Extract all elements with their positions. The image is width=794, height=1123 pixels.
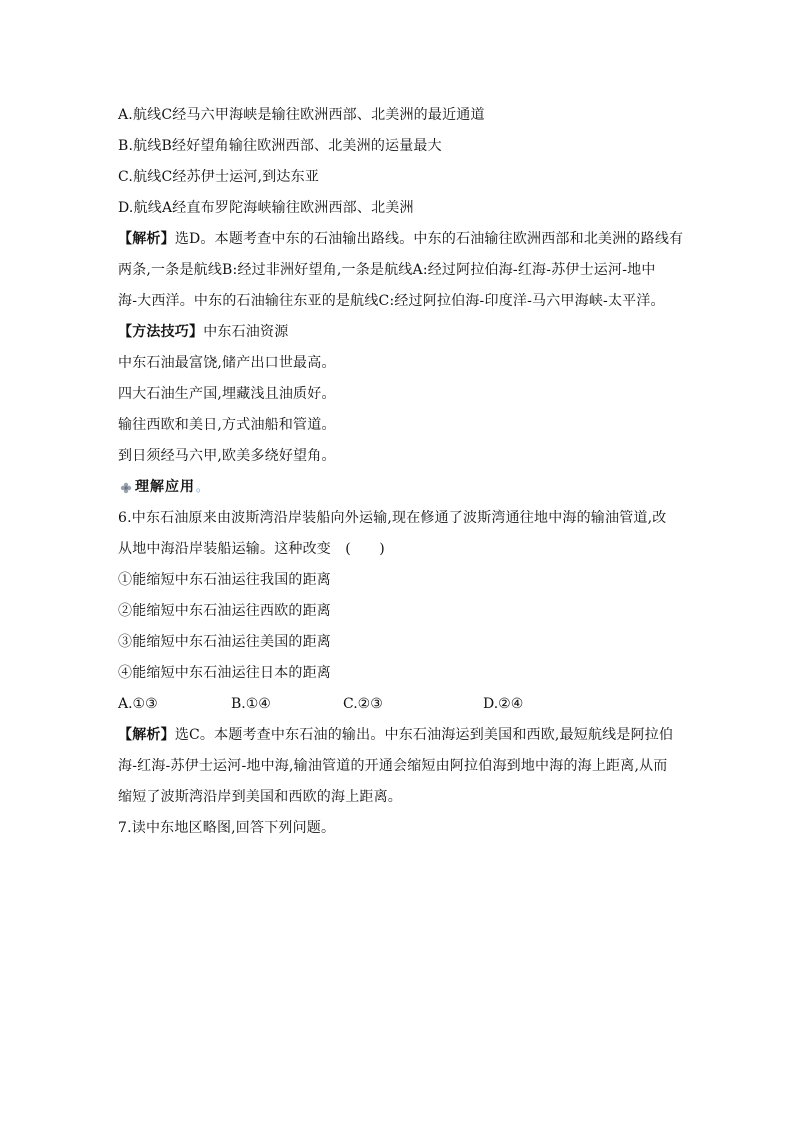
question6-statement-1: ①能缩短中东石油运往我国的距离 [118,572,331,588]
analysis1-line-2: 两条,一条是航线B:经过非洲好望角,一条是航线A:经过阿拉伯海-红海-苏伊士运河-地中 [118,262,656,278]
question6-options [118,689,678,720]
method-title: 中东石油资源 [203,324,289,340]
option-b: B.①④ [231,696,271,712]
method-verse-4: 到日须经马六甲,欧美多绕好望角。 [118,448,336,464]
method-label: 【方法技巧】 [118,324,204,340]
section-heading-suffix: 。 [196,480,209,494]
option-c: C.②③ [343,696,383,712]
question6-statement-4: ④能缩短中东石油运往日本的距离 [118,665,331,681]
analysis2-text-1: 选C。本题考查中东石油的输出。中东石油海运到美国和西欧,最短航线是阿拉伯 [174,727,674,743]
analysis1-line-3: 海-大西洋。中东的石油输往东亚的是航线C:经过阿拉伯海-印度洋-马六甲海峡-太平洋。 [118,293,665,309]
method-line [118,317,678,348]
question6-statement-2: ②能缩短中东石油运往西欧的距离 [118,603,331,619]
document-page [118,100,684,844]
option-c-line: C.航线C经苏伊士运河,到达东亚 [118,169,320,185]
question6-line-2: 从地中海沿岸装船运输。这种改变 ( ) [118,541,385,557]
method-verse-1: 中东石油最富饶,储产出口世最高。 [118,355,336,371]
option-a: A.①③ [118,696,158,712]
method-verse-3: 输往西欧和美日,方式油船和管道。 [118,417,336,433]
analysis1-line-1 [118,224,684,255]
analysis2-line-3: 缩短了波斯湾沿岸到美国和西欧的海上距离。 [118,789,402,805]
question6-line-1: 6.中东石油原来由波斯湾沿岸装船向外运输,现在修通了波斯湾通往地中海的输油管道,改 [118,510,667,526]
analysis2-line-2: 海-红海-苏伊士运河-地中海,输油管道的开通会缩短由阿拉伯海到地中海的海上距离,从而 [118,758,668,774]
analysis2-line-1 [118,720,678,751]
option-d: D.②④ [483,696,524,712]
analysis1-label: 【解析】 [118,231,175,247]
question6-statement-3: ③能缩短中东石油运往美国的距离 [118,634,331,650]
analysis1-text-1: 选D。本题考查中东的石油输出路线。中东的石油输往欧洲西部和北美洲的路线有 [174,231,684,247]
option-a-line: A.航线C经马六甲海峡是输往欧洲西部、北美洲的最近通道 [118,107,485,123]
section-heading-text: 理解应用 [135,479,195,495]
section-heading [118,472,678,503]
option-d-line: D.航线A经直布罗陀海峡输往欧洲西部、北美洲 [118,200,414,216]
option-b-line: B.航线B经好望角输往欧洲西部、北美洲的运量最大 [118,138,442,154]
analysis2-label: 【解析】 [118,727,175,743]
method-verse-2: 四大石油生产国,埋藏浅且油质好。 [118,386,336,402]
flower-icon [120,482,132,494]
question7-line: 7.读中东地区略图,回答下列问题。 [118,820,336,836]
